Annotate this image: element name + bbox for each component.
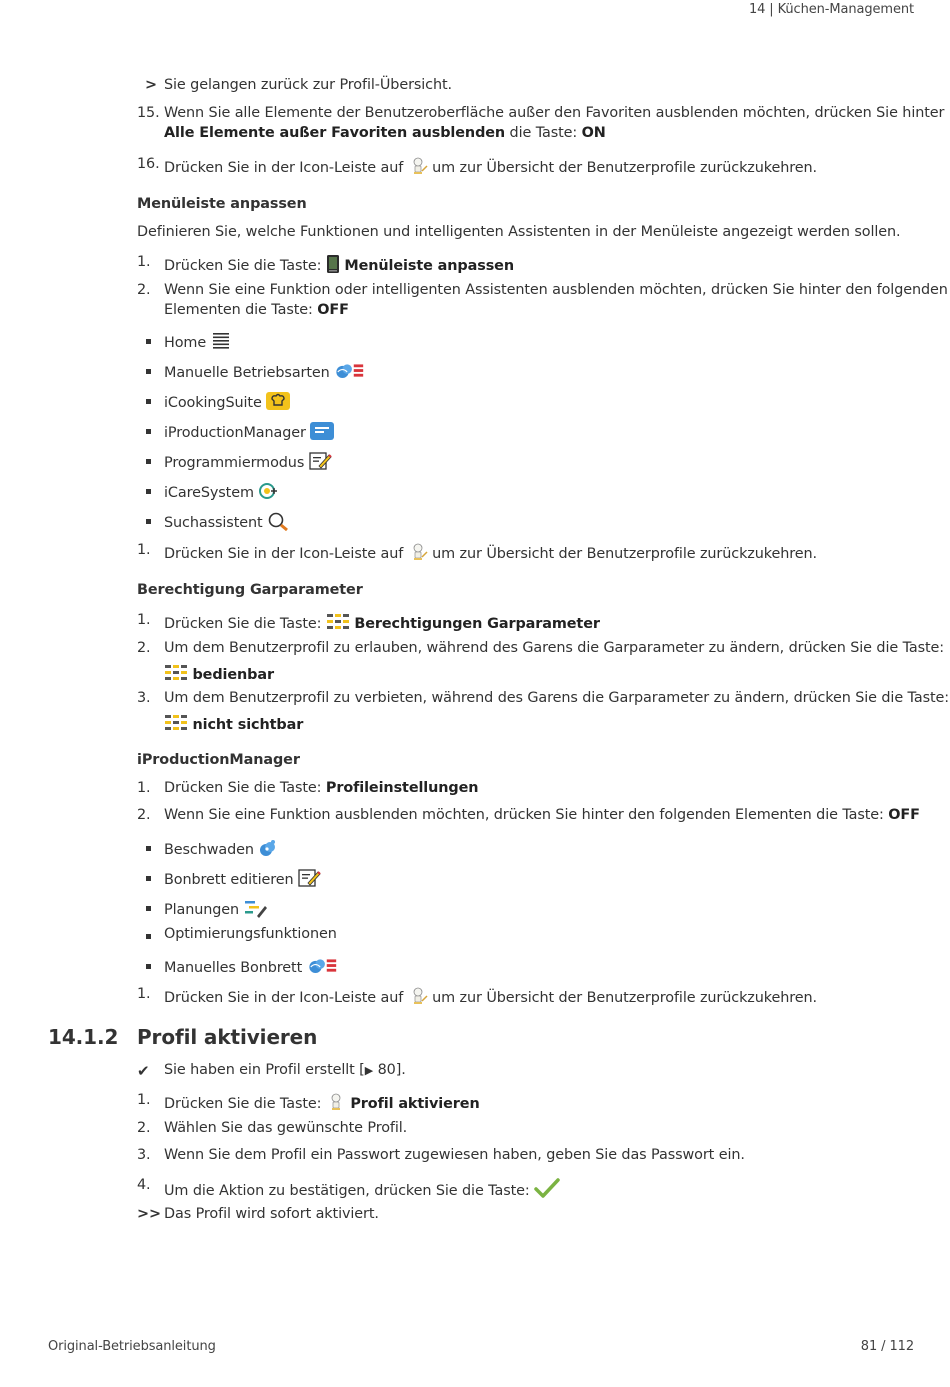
- step-number: 2.: [137, 807, 151, 823]
- step-number: 1.: [137, 254, 151, 270]
- toggle-value: OFF: [888, 807, 920, 823]
- step-text-line2: [164, 663, 274, 683]
- section-description: Definieren Sie, welche Funktionen und intelligenten Assistenten in der Menüleiste angezeigt werden sollen.: [137, 224, 901, 240]
- list-item: [164, 451, 333, 471]
- step-pre: Wenn Sie eine Funktion ausblenden möchten, drücken Sie hinter den folgenden Elementen die Taste:: [164, 807, 889, 823]
- list-item: [164, 361, 366, 381]
- list-item-label: iCookingSuite: [164, 395, 262, 411]
- prereq-pre: Sie haben ein Profil erstellt [: [164, 1062, 365, 1078]
- list-icon: [211, 331, 231, 351]
- parameter-grid-icon: [164, 663, 188, 683]
- step-number: 1.: [137, 986, 151, 1002]
- edit-icon: [309, 451, 333, 471]
- step-pre: Drücken Sie die Taste:: [164, 1096, 326, 1112]
- step-text: [164, 254, 514, 274]
- arrow-right-icon: ▶: [364, 1064, 374, 1077]
- list-item: [164, 391, 290, 411]
- step-number: 4.: [137, 1177, 151, 1193]
- step-text: Wenn Sie dem Profil ein Passwort zugewiesen haben, geben Sie das Passwort ein.: [164, 1147, 745, 1163]
- page-reference-link[interactable]: 80: [377, 1062, 396, 1078]
- list-item: [164, 331, 231, 351]
- bullet: [146, 519, 151, 524]
- list-item-label: Planungen: [164, 902, 240, 918]
- step-text: Um dem Benutzerprofil zu verbieten, während des Garens die Garparameter zu ändern, drücken Sie die Taste:: [164, 690, 950, 706]
- bullet: [146, 964, 151, 969]
- steam-icon: [258, 838, 278, 858]
- step-pre: Drücken Sie in der Icon-Leiste auf: [164, 160, 408, 176]
- step-post: um zur Übersicht der Benutzerprofile zurückzukehren.: [427, 990, 818, 1006]
- list-item: [164, 838, 278, 858]
- step-text-line2: [164, 713, 303, 733]
- bullet: [146, 429, 151, 434]
- step-suffix: die Taste:: [505, 125, 582, 141]
- step-post: um zur Übersicht der Benutzerprofile zurückzukehren.: [427, 546, 818, 562]
- result-text: Das Profil wird sofort aktiviert.: [164, 1206, 379, 1222]
- step-bold-label: bedienbar: [192, 667, 274, 683]
- list-item-label: iCareSystem: [164, 485, 254, 501]
- section-title: Profil aktivieren: [137, 1025, 318, 1049]
- step-text: [164, 807, 920, 823]
- step-pre: Drücken Sie die Taste:: [164, 258, 326, 274]
- step-pre: Um die Aktion zu bestätigen, drücken Sie die Taste:: [164, 1183, 535, 1199]
- step-pre: Drücken Sie die Taste:: [164, 616, 326, 632]
- toggle-value: ON: [581, 125, 606, 141]
- list-item-label: Bonbrett editieren: [164, 872, 294, 888]
- section-heading: Berechtigung Garparameter: [137, 582, 363, 598]
- list-item-label: Beschwaden: [164, 842, 254, 858]
- list-item-label: Home: [164, 335, 207, 351]
- search-icon: [267, 511, 291, 531]
- bullet: [146, 339, 151, 344]
- step-text: Um dem Benutzerprofil zu erlauben, während des Garens die Garparameter zu ändern, drücken Sie die Taste:: [164, 640, 945, 656]
- step-pre: Drücken Sie in der Icon-Leiste auf: [164, 546, 408, 562]
- step-text-line2: [164, 125, 606, 141]
- bullet: [146, 369, 151, 374]
- parameter-grid-icon: [326, 612, 350, 632]
- page-number: 81 / 112: [860, 1339, 914, 1354]
- step-pre: Drücken Sie die Taste:: [164, 780, 326, 796]
- step-text: [164, 156, 817, 176]
- step-number: 15.: [137, 105, 160, 121]
- confirm-check-icon: [534, 1177, 560, 1199]
- step-pre: Drücken Sie in der Icon-Leiste auf: [164, 990, 408, 1006]
- chef-profile-icon: [408, 156, 428, 176]
- section-heading: Menüleiste anpassen: [137, 196, 307, 212]
- care-icon: [258, 481, 278, 501]
- step-text: [164, 780, 478, 796]
- step-pre: Elementen die Taste:: [164, 302, 318, 318]
- step-bold-label: Profil aktivieren: [350, 1096, 480, 1112]
- step-text: [164, 542, 817, 562]
- chef-profile-icon: [408, 542, 428, 562]
- bullet: [146, 459, 151, 464]
- bullet: [146, 876, 151, 881]
- list-item-label: Optimierungsfunktionen: [164, 926, 337, 942]
- result-text: Sie gelangen zurück zur Profil-Übersicht.: [164, 77, 453, 93]
- step-number: 2.: [137, 1120, 151, 1136]
- step-text: [164, 1092, 480, 1112]
- result-marker: >: [145, 77, 157, 93]
- list-item: [164, 481, 278, 501]
- step-text: [164, 612, 600, 632]
- list-item-label: Programmiermodus: [164, 455, 305, 471]
- manual-modes-icon: [307, 956, 339, 976]
- step-post: um zur Übersicht der Benutzerprofile zurückzukehren.: [427, 160, 818, 176]
- step-bold-label: Alle Elemente außer Favoriten ausblenden: [164, 125, 506, 141]
- prerequisite-text: [164, 1062, 406, 1078]
- list-item: [164, 956, 339, 976]
- list-item-label: Suchassistent: [164, 515, 263, 531]
- section-number: 14.1.2: [48, 1025, 119, 1049]
- chef-profile-icon: [408, 986, 428, 1006]
- list-item-label: Manuelles Bonbrett: [164, 960, 303, 976]
- step-number: 2.: [137, 640, 151, 656]
- step-text: Wenn Sie eine Funktion oder intelligenten Assistenten ausblenden möchten, drücken Sie hinter den folgenden: [164, 282, 948, 298]
- running-header: 14 | Küchen-Management: [748, 2, 914, 17]
- bullet: [146, 934, 151, 939]
- step-number: 16.: [137, 156, 160, 172]
- step-bold-label: Menüleiste anpassen: [344, 258, 514, 274]
- step-text: Wählen Sie das gewünschte Profil.: [164, 1120, 408, 1136]
- step-number: 3.: [137, 690, 151, 706]
- step-bold-label: Berechtigungen Garparameter: [354, 616, 600, 632]
- list-item: [164, 898, 268, 918]
- step-number: 2.: [137, 282, 151, 298]
- prereq-post: ].: [395, 1062, 406, 1078]
- list-item-label: iProductionManager: [164, 425, 306, 441]
- planning-icon: [244, 898, 268, 918]
- result-marker: >>: [137, 1206, 161, 1222]
- list-item: [164, 511, 291, 531]
- check-icon: ✔: [137, 1062, 150, 1080]
- production-manager-icon: [310, 421, 334, 441]
- step-text-line2: [164, 302, 349, 318]
- list-item: [164, 868, 322, 888]
- step-text: [164, 986, 817, 1006]
- step-bold-label: nicht sichtbar: [192, 717, 304, 733]
- step-number: 1.: [137, 612, 151, 628]
- chef-hat-icon: [266, 391, 290, 411]
- list-item-label: Manuelle Betriebsarten: [164, 365, 330, 381]
- step-bold-label: Profileinstellungen: [325, 780, 479, 796]
- step-number: 1.: [137, 1092, 151, 1108]
- parameter-grid-icon: [164, 713, 188, 733]
- list-item: [164, 926, 337, 942]
- bullet: [146, 906, 151, 911]
- chef-profile-icon: [326, 1092, 346, 1112]
- footer-left: Original-Betriebsanleitung: [48, 1339, 216, 1354]
- bullet: [146, 489, 151, 494]
- step-text: [164, 1177, 560, 1199]
- edit-icon: [298, 868, 322, 888]
- list-item: [164, 421, 334, 441]
- tablet-icon: [326, 254, 340, 274]
- step-text: Wenn Sie alle Elemente der Benutzeroberfläche außer den Favoriten ausblenden möchten, drücken Sie hinter: [164, 105, 945, 121]
- toggle-value: OFF: [317, 302, 349, 318]
- step-number: 1.: [137, 542, 151, 558]
- section-heading: iProductionManager: [137, 752, 300, 768]
- bullet: [146, 399, 151, 404]
- step-number: 3.: [137, 1147, 151, 1163]
- bullet: [146, 846, 151, 851]
- step-number: 1.: [137, 780, 151, 796]
- manual-modes-icon: [334, 361, 366, 381]
